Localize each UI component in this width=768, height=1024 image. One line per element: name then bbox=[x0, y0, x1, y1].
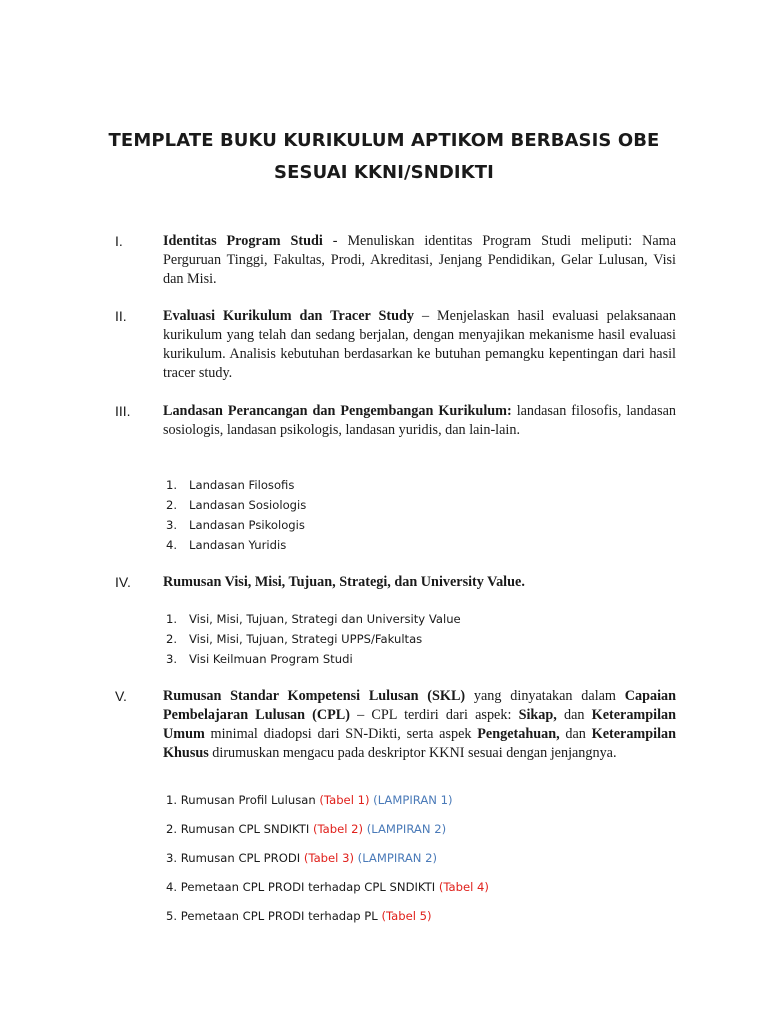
tabel-ref: (Tabel 1) bbox=[319, 793, 370, 807]
section-heading: Landasan Perancangan dan Pengembangan Kurikulum: bbox=[163, 403, 512, 419]
list-item: 2. Visi, Misi, Tujuan, Strategi UPPS/Fakultas bbox=[166, 632, 423, 646]
tabel-ref: (Tabel 3) bbox=[303, 851, 354, 865]
list-item: 3. Landasan Psikologis bbox=[166, 518, 305, 532]
list-item: 1. Landasan Filosofis bbox=[166, 478, 295, 492]
section-heading: Rumusan Visi, Misi, Tujuan, Strategi, dan University Value. bbox=[163, 574, 525, 590]
section-numeral: IV. bbox=[115, 574, 131, 590]
document-title bbox=[0, 125, 768, 189]
section-body bbox=[163, 402, 676, 440]
section-body bbox=[163, 307, 676, 383]
lampiran-ref: (LAMPIRAN 2) bbox=[353, 851, 438, 865]
list-item: 4. Pemetaan CPL PRODI terhadap CPL SNDIKTI (Tabel 4) bbox=[166, 880, 489, 894]
list-item: 1. Rumusan Profil Lulusan (Tabel 1) (LAMPIRAN 1) bbox=[166, 793, 453, 807]
list-item: 2. Rumusan CPL SNDIKTI (Tabel 2) (LAMPIRAN 2) bbox=[166, 822, 447, 836]
visi-misi-list bbox=[166, 609, 461, 669]
title-line-1: TEMPLATE BUKU KURIKULUM APTIKOM BERBASIS OBE bbox=[108, 130, 660, 151]
list-item: 3. Visi Keilmuan Program Studi bbox=[166, 652, 353, 666]
list-item: 4. Landasan Yuridis bbox=[166, 538, 287, 552]
tabel-ref: (Tabel 2) bbox=[312, 822, 364, 836]
list-item: 3. Rumusan CPL PRODI (Tabel 3) (LAMPIRAN 2) bbox=[166, 851, 438, 865]
list-item: 2. Landasan Sosiologis bbox=[166, 498, 307, 512]
skl-table-list bbox=[166, 790, 489, 935]
list-item: 5. Pemetaan CPL PRODI terhadap PL (Tabel 5) bbox=[166, 909, 432, 923]
section-body: Rumusan Standar Kompetensi Lulusan (SKL) yang dinyatakan dalam Capaian Pembelajaran Lulusan (CPL) – CPL terdiri dari aspek: Sikap, dan Keterampilan Umum minimal diadopsi dari SN-Dikti, serta aspek Pengetahuan, dan Keterampilan Khusus dirumuskan mengacu pada deskriptor KKNI sesuai dengan jenjangnya. bbox=[163, 688, 676, 761]
section-heading: Identitas Program Studi bbox=[163, 233, 323, 249]
section-numeral: II. bbox=[115, 308, 127, 324]
list-item: 1. Visi, Misi, Tujuan, Strategi dan University Value bbox=[166, 612, 461, 626]
lampiran-ref: (LAMPIRAN 2) bbox=[363, 822, 447, 836]
lampiran-ref: (LAMPIRAN 1) bbox=[369, 793, 453, 807]
section-text: landasan filosofis, landasan sosiologis, landasan psikologis, landasan yuridis, dan lain-lain. bbox=[163, 403, 676, 438]
section-numeral: I. bbox=[115, 233, 123, 249]
section-body bbox=[163, 573, 676, 592]
landasan-list bbox=[166, 475, 306, 555]
section-heading: Evaluasi Kurikulum dan Tracer Study bbox=[163, 308, 415, 324]
section-text: – Menjelaskan hasil evaluasi pelaksanaan kurikulum yang telah dan sedang berjalan, dengan menyajikan mekanisme hasil evaluasi kurikulum. Analisis kebutuhan berdasarkan ke butuhan pemangku kepentingan dari hasil tracer study. bbox=[163, 308, 676, 381]
tabel-ref: (Tabel 5) bbox=[381, 909, 432, 923]
title-line-2: SESUAI KKNI/SNDIKTI bbox=[274, 162, 494, 183]
section-numeral: III. bbox=[115, 403, 131, 419]
section-body bbox=[163, 232, 676, 289]
section-numeral: V. bbox=[115, 688, 127, 704]
section-text: - Menuliskan identitas Program Studi meliputi: Nama Perguruan Tinggi, Fakultas, Prodi, Akreditasi, Jenjang Pendidikan, Gelar Lulusan, Visi dan Misi. bbox=[163, 233, 677, 287]
tabel-ref: (Tabel 4) bbox=[438, 880, 489, 894]
